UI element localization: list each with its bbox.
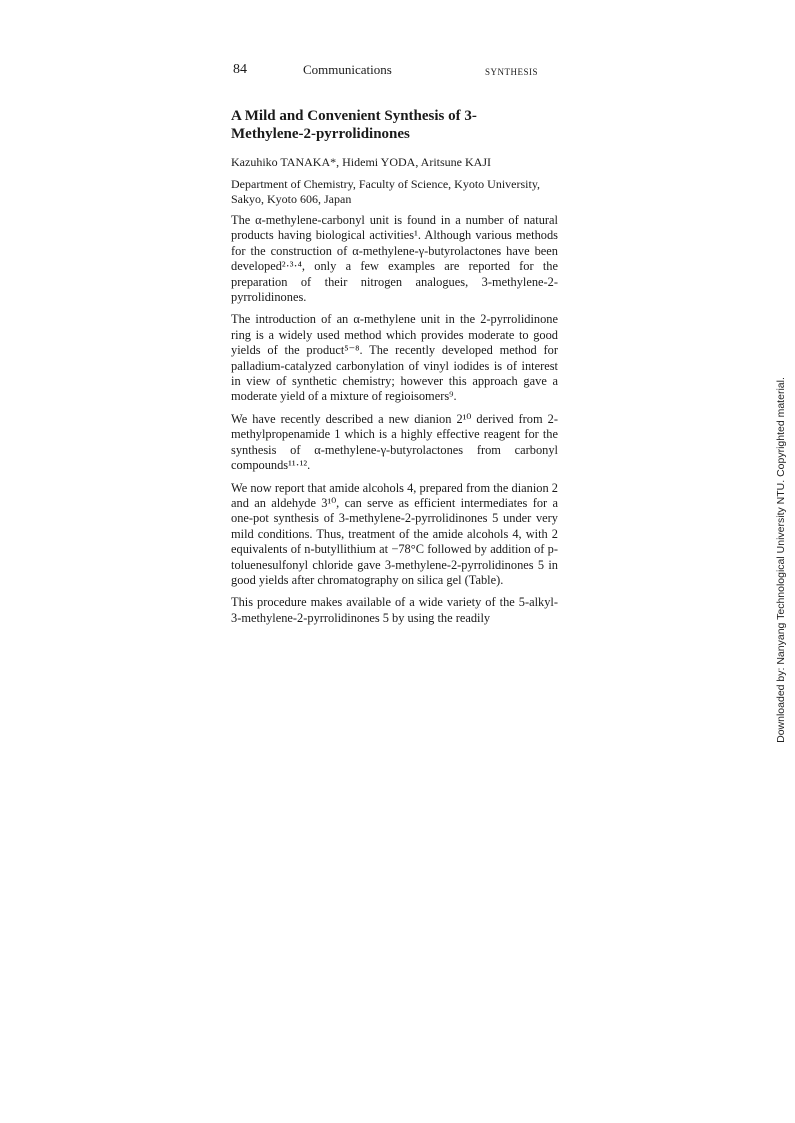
- author-affiliation: Department of Chemistry, Faculty of Science, Kyoto University, Sakyo, Kyoto 606, Japan: [231, 177, 541, 206]
- running-header: [233, 62, 538, 80]
- body-paragraph: This procedure makes available of a wide variety of the 5-alkyl-3-methylene-2-pyrrolidinones 5 by using the readily: [231, 595, 558, 625]
- download-watermark: Downloaded by: Nanyang Technological University NTU. Copyrighted material.: [775, 377, 787, 743]
- section-label: Communications: [303, 62, 392, 77]
- journal-name: SYNTHESIS: [484, 67, 538, 77]
- body-paragraph: We now report that amide alcohols 4, prepared from the dianion 2 and an aldehyde 3¹⁰, can serve as efficient intermediates for a one-pot synthesis of 3-methylene-2-pyrrolidinones 5 under very mild conditions. Thus, treatment of the amide alcohols 4, with 2 equivalents of n-butyllithium at −78°C followed by addition of p-toluenesulfonyl chloride gave 3-methylene-2-pyrrolidinones 5 in good yields after chromatography on silica gel (Table).: [231, 480, 558, 587]
- page-number: 84: [233, 62, 247, 77]
- article-body: [231, 213, 558, 633]
- author-list: Kazuhiko TANAKA*, Hidemi YODA, Aritsune KAJI: [231, 155, 492, 169]
- body-paragraph: The α-methylene-carbonyl unit is found in a number of natural products having biological activities¹. Although various methods for the construction of α-methylene-γ-butyrolactones have been developed²·³·⁴, only a few examples are reported for the preparation of their nitrogen analogues, 3-methylene-2-pyrrolidinones.: [231, 213, 558, 305]
- body-paragraph: The introduction of an α-methylene unit in the 2-pyrrolidinone ring is a widely used method which provides moderate to good yields of the product⁵⁻⁸. The recently developed method for palladium-catalyzed carbonylation of vinyl iodides is of interest in view of synthetic chemistry; however this approach gave a moderate yield of a mixture of regioisomers⁹.: [231, 312, 558, 404]
- article-title: A Mild and Convenient Synthesis of 3-Methylene-2-pyrrolidinones: [231, 108, 477, 142]
- body-paragraph: We have recently described a new dianion 2¹⁰ derived from 2-methylpropenamide 1 which is a highly effective reagent for the synthesis of α-methylene-γ-butyrolactones from carbonyl compounds¹¹·¹².: [231, 411, 558, 473]
